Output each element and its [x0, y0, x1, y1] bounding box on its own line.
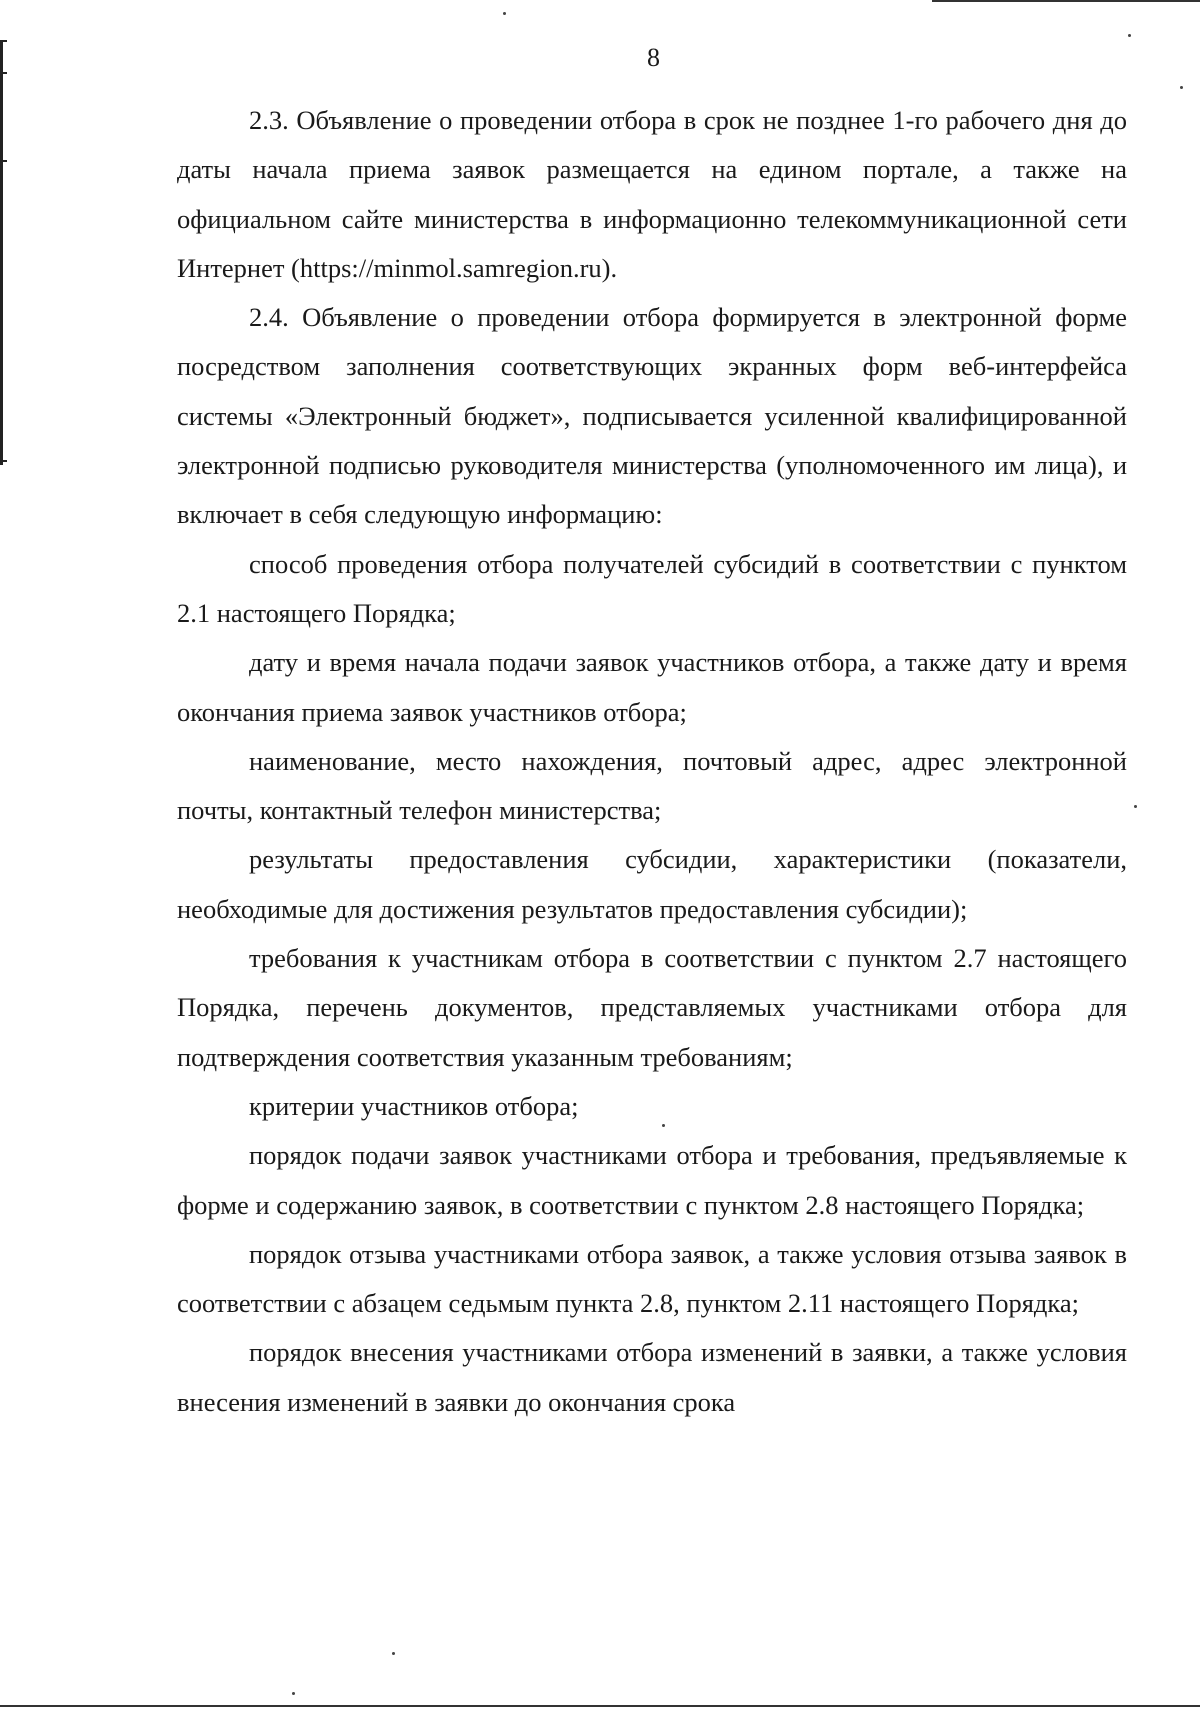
scan-left-tick: [0, 460, 7, 462]
scan-dot: [392, 1652, 395, 1655]
list-item-amendment-order: порядок внесения участниками отбора изменений в заявки, а также условия внесения изменений в заявки до окончания срока: [177, 1337, 1127, 1417]
paragraph-2-4: 2.4. Объявление о проведении отбора формируется в электронной форме посредством заполнения соответствующих экранных форм веб-интерфейса системы «Электронный бюджет», подписывается усиленной квалифицированной электронной подписью руководителя министерства (уполномоченного им лица), и включает в себя следующую информацию:: [177, 302, 1127, 530]
list-item-application-order: порядок подачи заявок участниками отбора и требования, предъявляемые к форме и содержанию заявок, в соответствии с пунктом 2.8 настоящего Порядка;: [177, 1140, 1127, 1220]
list-item-contacts: наименование, место нахождения, почтовый адрес, адрес электронной почты, контактный телефон министерства;: [177, 745, 1127, 826]
page-number: 8: [647, 43, 660, 72]
scan-bottom-rule: [0, 1705, 1200, 1707]
scan-dot: [1128, 34, 1131, 37]
scan-dot: [503, 12, 506, 15]
list-item-results: результаты предоставления субсидии, характеристики (показатели, необходимые для достижения результатов предоставления субсидии);: [177, 844, 1127, 924]
scan-left-edge: [0, 40, 3, 465]
scan-dot: [1134, 805, 1137, 808]
document-body: [177, 96, 1127, 1427]
scan-left-tick: [0, 160, 7, 162]
list-item-withdrawal-order: порядок отзыва участниками отбора заявок, а также условия отзыва заявок в соответствии с абзацем седьмым пункта 2.8, пунктом 2.11 настоящего Порядка;: [177, 1238, 1127, 1319]
list-item-selection-method: способ проведения отбора получателей субсидий в соответствии с пунктом 2.1 настоящего Порядка;: [177, 548, 1127, 628]
scan-top-rule: [932, 0, 1200, 2]
scan-dot: [1180, 86, 1183, 89]
scan-dot: [292, 1692, 295, 1695]
paragraph-2-3: 2.3. Объявление о проведении отбора в срок не позднее 1-го рабочего дня до даты начала приема заявок размещается на едином портале, а также на официальном сайте министерства в информационно телекоммуникационной сети Интернет (https://minmol.samregion.ru).: [177, 105, 1127, 283]
list-item-dates: дату и время начала подачи заявок участников отбора, а также дату и время окончания приема заявок участников отбора;: [177, 647, 1127, 727]
list-item-requirements: требования к участникам отбора в соответствии с пунктом 2.7 настоящего Порядка, перечень документов, представляемых участниками отбора для подтверждения соответствия указанным требованиям;: [177, 943, 1127, 1072]
list-item-criteria: критерии участников отбора;: [249, 1090, 579, 1121]
